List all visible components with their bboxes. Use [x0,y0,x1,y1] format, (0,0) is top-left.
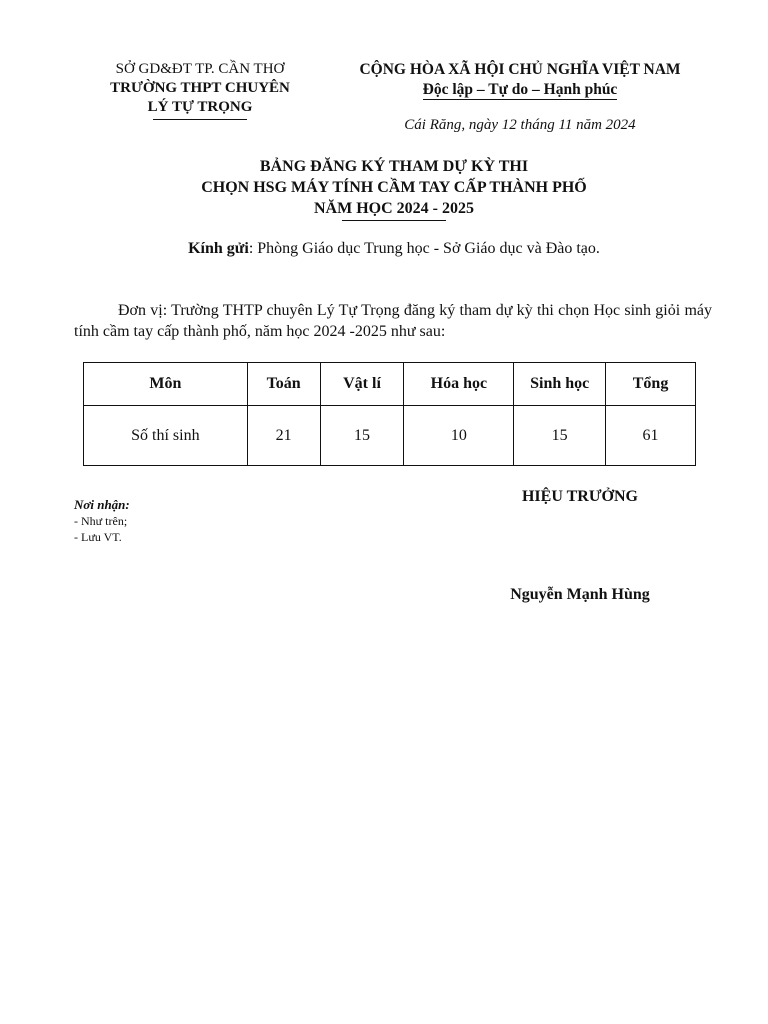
table-header-cell: Toán [247,363,320,406]
table-row [84,406,696,466]
title-underline [342,220,446,221]
title-line1: BẢNG ĐĂNG KÝ THAM DỰ KỲ THI [259,158,529,175]
table-header-cell: Sinh học [514,363,606,406]
national-header [330,60,710,100]
recipients-label: Nơi nhận: [74,497,130,512]
table-header-cell: Hóa học [404,363,514,406]
issuer-department: SỞ GD&ĐT TP. CẦN THƠ [115,61,285,77]
issuer-school-line2: LÝ TỰ TRỌNG [147,99,253,115]
registration-table [83,362,696,466]
title-line2: CHỌN HSG MÁY TÍNH CẦM TAY CẤP THÀNH PHỐ [201,179,587,196]
recipient-label: Kính gửi [188,240,249,257]
table-header-row [84,363,696,406]
recipients-block [74,497,274,545]
date-line: Cái Răng, ngày 12 tháng 11 năm 2024 [404,117,636,133]
national-title: CỘNG HÒA XÃ HỘI CHỦ NGHĨA VIỆT NAM [359,61,681,78]
issuer-header [80,60,320,120]
national-motto: Độc lập – Tự do – Hạnh phúc [422,81,618,98]
table-cell: 61 [606,406,696,466]
recipients-item: - Lưu VT. [74,530,122,544]
title-line3: NĂM HỌC 2024 - 2025 [314,200,474,217]
table-cell: 15 [320,406,404,466]
table-header-cell: Vật lí [320,363,404,406]
intro-paragraph: Đơn vị: Trường THTP chuyên Lý Tự Trọng đăng ký tham dự kỳ thi chọn Học sinh giỏi máy tính cầm tay cấp thành phố, năm học 2024 -2025 như sau: [74,302,712,340]
recipient-text: : Phòng Giáo dục Trung học - Sở Giáo dục và Đào tạo. [248,240,600,257]
issuer-school-line1: TRƯỜNG THPT CHUYÊN [110,80,290,96]
signature-title: HIỆU TRƯỞNG [521,488,638,505]
recipient-line [74,240,714,258]
table-cell: Số thí sinh [84,406,248,466]
issuer-underline [153,119,247,120]
table-cell: 10 [404,406,514,466]
signature-name: Nguyễn Mạnh Hùng [510,586,650,603]
table-cell: 15 [514,406,606,466]
recipients-item: - Như trên; [74,514,128,528]
document-title [74,156,714,221]
table-cell: 21 [247,406,320,466]
table-header-cell: Tổng [606,363,696,406]
table-header-cell: Môn [84,363,248,406]
